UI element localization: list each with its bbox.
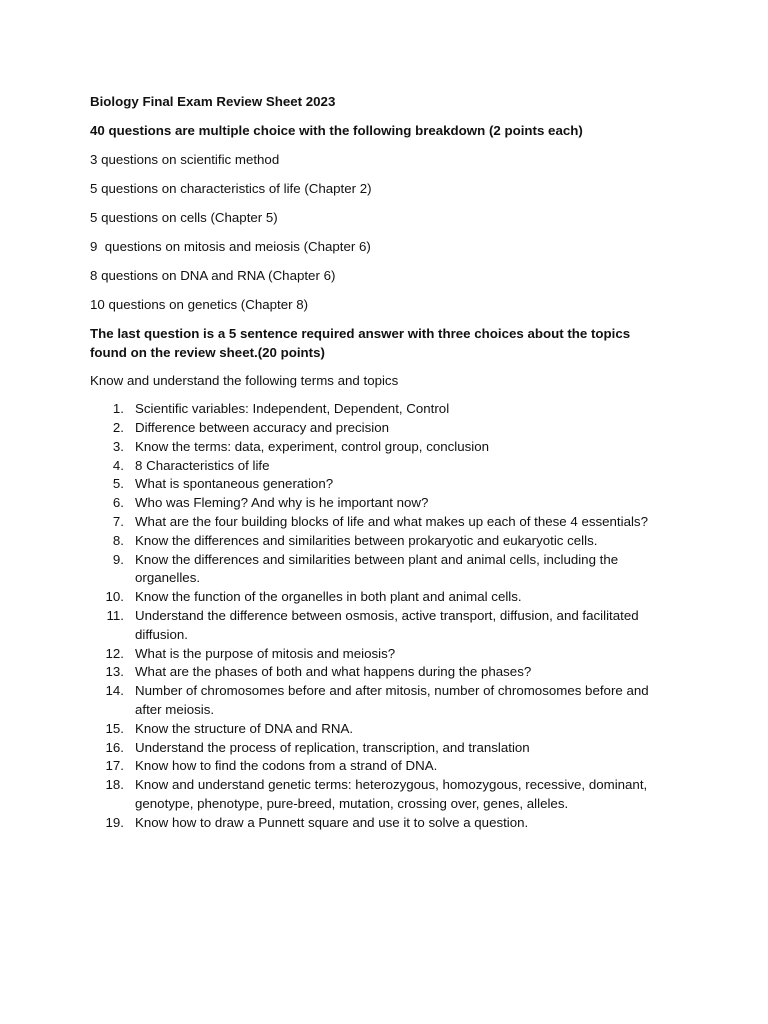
- list-text: Know the differences and similarities between plant and animal cells, including the organelles.: [135, 551, 619, 586]
- breakdown-heading: 40 questions are multiple choice with the following breakdown (2 points each): [90, 122, 583, 138]
- topics-list: [90, 400, 690, 832]
- breakdown-item: 5 questions on cells (Chapter 5): [90, 209, 278, 225]
- breakdown-list: [90, 151, 690, 315]
- list-number: 1.: [112, 401, 124, 417]
- list-item: [90, 720, 675, 739]
- list-item: [90, 419, 675, 438]
- list-item: [90, 607, 675, 645]
- list-item: [90, 814, 675, 833]
- breakdown-item: 10 questions on genetics (Chapter 8): [90, 296, 309, 312]
- list-number: 13.: [105, 664, 124, 680]
- list-number: 9.: [112, 551, 124, 567]
- list-text: Know and understand genetic terms: heterozygous, homozygous, recessive, dominant, genotype, phenotype, pure-breed, mutation, crossing over, genes, alleles.: [135, 777, 648, 811]
- list-number: 16.: [105, 739, 124, 755]
- list-text: What is spontaneous generation?: [135, 476, 334, 492]
- list-item: [90, 532, 675, 551]
- list-text: Difference between accuracy and precision: [135, 420, 390, 436]
- list-number: 11.: [106, 608, 124, 624]
- list-text: What are the phases of both and what happens during the phases?: [135, 664, 532, 680]
- list-text: Understand the process of replication, transcription, and translation: [135, 739, 530, 755]
- list-number: 17.: [105, 758, 124, 774]
- list-text: Number of chromosomes before and after mitosis, number of chromosomes before and after meiosis.: [135, 683, 649, 718]
- list-text: What is the purpose of mitosis and meiosis?: [135, 645, 396, 661]
- list-number: 2.: [112, 420, 124, 436]
- list-number: 4.: [112, 457, 124, 473]
- list-number: 12.: [105, 645, 124, 661]
- list-item: [90, 494, 675, 513]
- list-number: 8.: [112, 532, 124, 548]
- list-item: [90, 438, 675, 457]
- list-number: 7.: [112, 514, 124, 530]
- topics-intro: Know and understand the following terms and topics: [90, 372, 399, 388]
- list-text: Know the differences and similarities between prokaryotic and eukaryotic cells.: [135, 532, 598, 548]
- list-text: What are the four building blocks of life and what makes up each of these 4 essentials?: [135, 514, 648, 530]
- last-question-note: The last question is a 5 sentence required answer with three choices about the topics found on the review sheet.(20 points): [90, 325, 631, 360]
- list-number: 5.: [112, 476, 124, 492]
- list-item: [90, 400, 675, 419]
- list-item: [90, 645, 675, 664]
- list-text: Know how to find the codons from a strand of DNA.: [135, 758, 438, 774]
- list-number: 14.: [105, 683, 124, 699]
- list-number: 10.: [105, 589, 124, 605]
- breakdown-item: 3 questions on scientific method: [90, 151, 280, 167]
- list-number: 18.: [105, 777, 124, 793]
- list-number: 15.: [105, 720, 124, 736]
- list-item: [90, 475, 675, 494]
- list-number: 19.: [105, 814, 124, 830]
- list-text: Know the structure of DNA and RNA.: [135, 720, 354, 736]
- list-text: Understand the difference between osmosis, active transport, diffusion, and facilitated diffusion.: [135, 608, 639, 642]
- list-item: [90, 588, 675, 607]
- list-item: [90, 739, 675, 758]
- breakdown-item: 9 questions on mitosis and meiosis (Chapter 6): [90, 238, 371, 254]
- list-item: [90, 551, 675, 589]
- breakdown-item: 5 questions on characteristics of life (Chapter 2): [90, 180, 372, 196]
- list-text: 8 Characteristics of life: [135, 457, 270, 473]
- list-item: [90, 757, 675, 776]
- list-text: Who was Fleming? And why is he important now?: [135, 495, 429, 511]
- list-text: Know the function of the organelles in both plant and animal cells.: [135, 589, 522, 605]
- list-text: Scientific variables: Independent, Dependent, Control: [135, 401, 450, 417]
- list-item: [90, 457, 675, 476]
- list-item: [90, 682, 675, 720]
- list-item: [90, 776, 675, 814]
- list-text: Know the terms: data, experiment, control group, conclusion: [135, 438, 490, 454]
- list-item: [90, 513, 675, 532]
- list-number: 3.: [112, 438, 124, 454]
- list-number: 6.: [112, 495, 124, 511]
- list-text: Know how to draw a Punnett square and use it to solve a question.: [135, 814, 529, 830]
- document-content: [90, 93, 690, 833]
- list-item: [90, 663, 675, 682]
- breakdown-item: 8 questions on DNA and RNA (Chapter 6): [90, 267, 336, 283]
- document-title: Biology Final Exam Review Sheet 2023: [90, 94, 336, 109]
